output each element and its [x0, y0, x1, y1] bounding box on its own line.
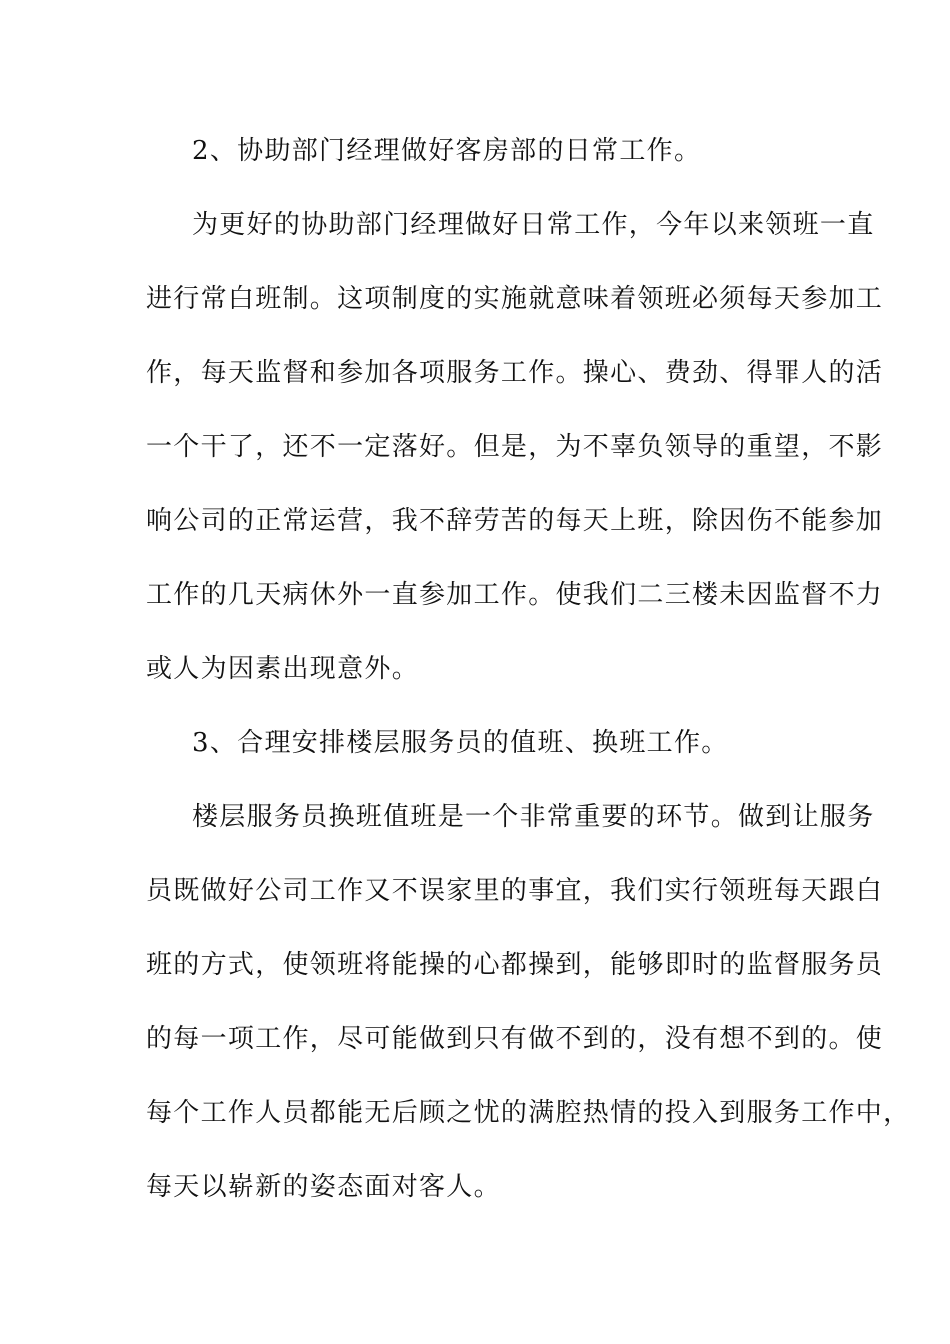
paragraph-line: 每个工作人员都能无后顾之忧的满腔热情的投入到服务工作中，: [146, 1098, 911, 1128]
paragraph-line: 作，每天监督和参加各项服务工作。操心、费劲、得罪人的活: [146, 358, 884, 388]
paragraph-line: 进行常白班制。这项制度的实施就意味着领班必须每天参加工: [146, 284, 884, 314]
paragraph-line: 员既做好公司工作又不误家里的事宜，我们实行领班每天跟白: [146, 876, 884, 906]
paragraph-line: 为更好的协助部门经理做好日常工作，今年以来领班一直: [192, 210, 875, 240]
paragraph-line: 一个干了，还不一定落好。但是，为不辜负领导的重望，不影: [146, 432, 884, 462]
paragraph-line: 的每一项工作，尽可能做到只有做不到的，没有想不到的。使: [146, 1024, 884, 1054]
paragraph-line: 或人为因素出现意外。: [146, 654, 420, 684]
section-heading-2: 2、协助部门经理做好客房部的日常工作。: [192, 136, 702, 166]
paragraph-line: 响公司的正常运营，我不辞劳苦的每天上班，除因伤不能参加: [146, 506, 884, 536]
paragraph-line: 工作的几天病休外一直参加工作。使我们二三楼未因监督不力: [146, 580, 884, 610]
paragraph-line: 每天以崭新的姿态面对客人。: [146, 1172, 501, 1202]
paragraph-line: 楼层服务员换班值班是一个非常重要的环节。做到让服务: [192, 802, 875, 832]
paragraph-line: 班的方式，使领班将能操的心都操到，能够即时的监督服务员: [146, 950, 884, 980]
section-heading-3: 3、合理安排楼层服务员的值班、换班工作。: [192, 728, 729, 758]
